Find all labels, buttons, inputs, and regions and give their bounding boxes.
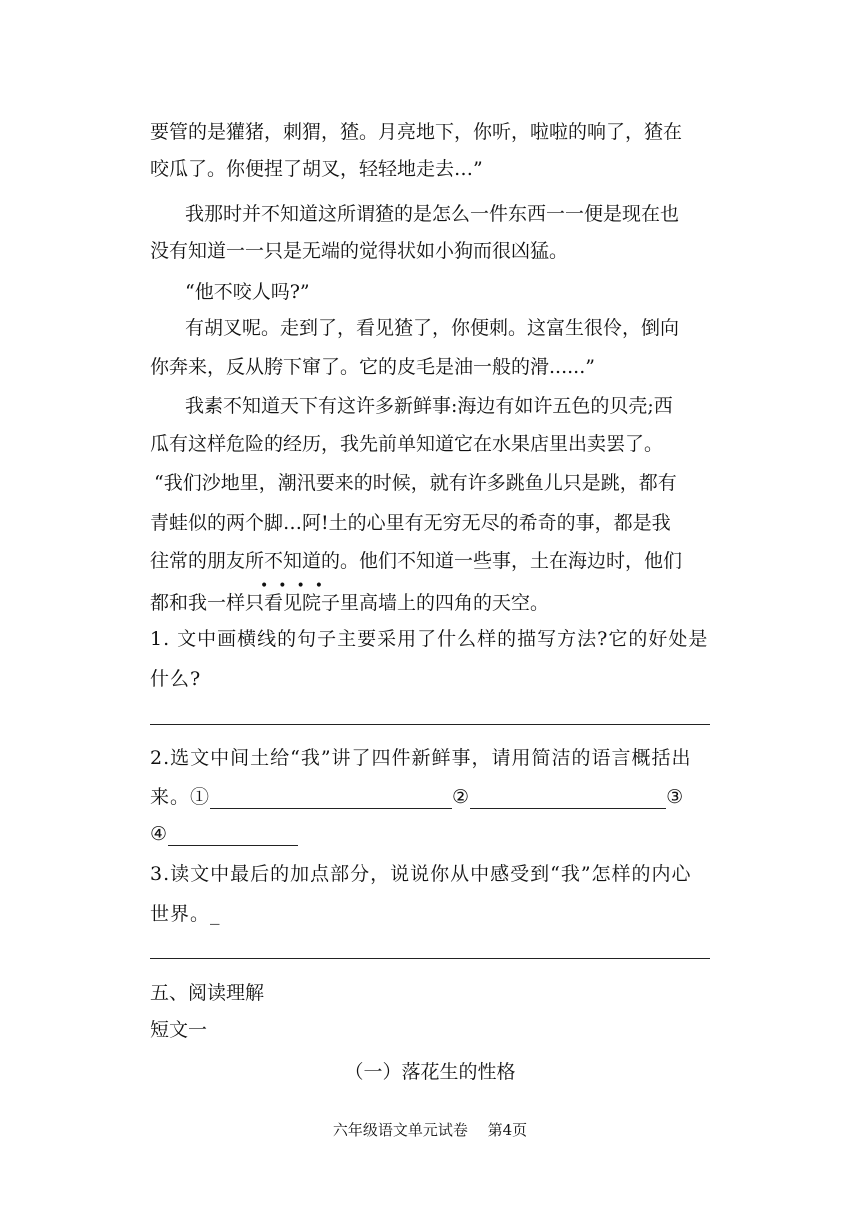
passage-line: 有胡叉呢。走到了，看见猹了，你便刺。这富生很伶，倒向	[185, 317, 680, 339]
passage-line: “我们沙地里，潮汛要来的时候，就有许多跳鱼儿只是跳，都有	[154, 472, 677, 494]
answer-line[interactable]	[150, 724, 710, 725]
question-3-cont: 世界。_	[150, 903, 221, 925]
section-heading: 五、阅读理解	[150, 982, 265, 1004]
passage-line: 往常的朋友所不知道的。他们不知道一些事，土在海边时，他们	[150, 550, 683, 572]
answer-line[interactable]	[150, 958, 710, 959]
marker-4: ④	[150, 823, 169, 845]
question-2-blank-4	[150, 822, 720, 846]
emphasis-dots: ••••	[260, 578, 334, 594]
marker-3: ③	[666, 786, 685, 808]
question-2: 2.选文中间土给“我”讲了四件新鲜事，请用简洁的语言概括出	[150, 747, 692, 769]
passage-line: 我素不知道天下有这许多新鲜事:海边有如许五色的贝壳;西	[185, 395, 673, 417]
passage-title: （一）落花生的性格	[344, 1061, 516, 1083]
question-1-cont: 什么?	[150, 668, 202, 690]
passage-line: 要管的是獾猪，刺猬，猹。月亮地下，你听，啦啦的响了，猹在	[150, 121, 683, 143]
passage-line: 我那时并不知道这所谓猹的是怎么一件东西一一便是现在也	[185, 203, 680, 225]
answer-blank-4[interactable]	[168, 825, 298, 846]
question-1: 1. 文中画横线的句子主要采用了什么样的描写方法?它的好处是	[150, 628, 709, 650]
passage-line: 都和我一样只看见院子里高墙上的四角的天空。	[150, 592, 550, 614]
section-subheading: 短文一	[150, 1019, 208, 1041]
passage-line: “他不咬人吗?”	[185, 281, 310, 303]
question-2-blanks	[150, 785, 720, 809]
question-3: 3.读文中最后的加点部分，说说你从中感受到“我”怎样的内心	[150, 863, 692, 885]
passage-line: 没有知道一一只是无端的觉得状如小狗而很凶猛。	[150, 240, 569, 262]
passage-line: 青蛙似的两个脚…阿!土的心里有无穷无尽的希奇的事，都是我	[150, 512, 671, 534]
passage-line: 瓜有这样危险的经历，我先前单知道它在水果店里出卖罢了。	[150, 433, 664, 455]
answer-blank-2[interactable]	[470, 788, 666, 809]
answer-blank-1[interactable]	[210, 788, 452, 809]
question-2-label: 来。①	[150, 786, 211, 808]
marker-2: ②	[452, 786, 471, 808]
passage-line: 咬瓜了。你便捏了胡叉，轻轻地走去…”	[150, 158, 483, 180]
page-footer: 六年级语文单元试卷 第4页	[332, 1121, 528, 1139]
passage-line: 你奔来，反从胯下窜了。它的皮毛是油一般的滑......”	[150, 356, 595, 378]
